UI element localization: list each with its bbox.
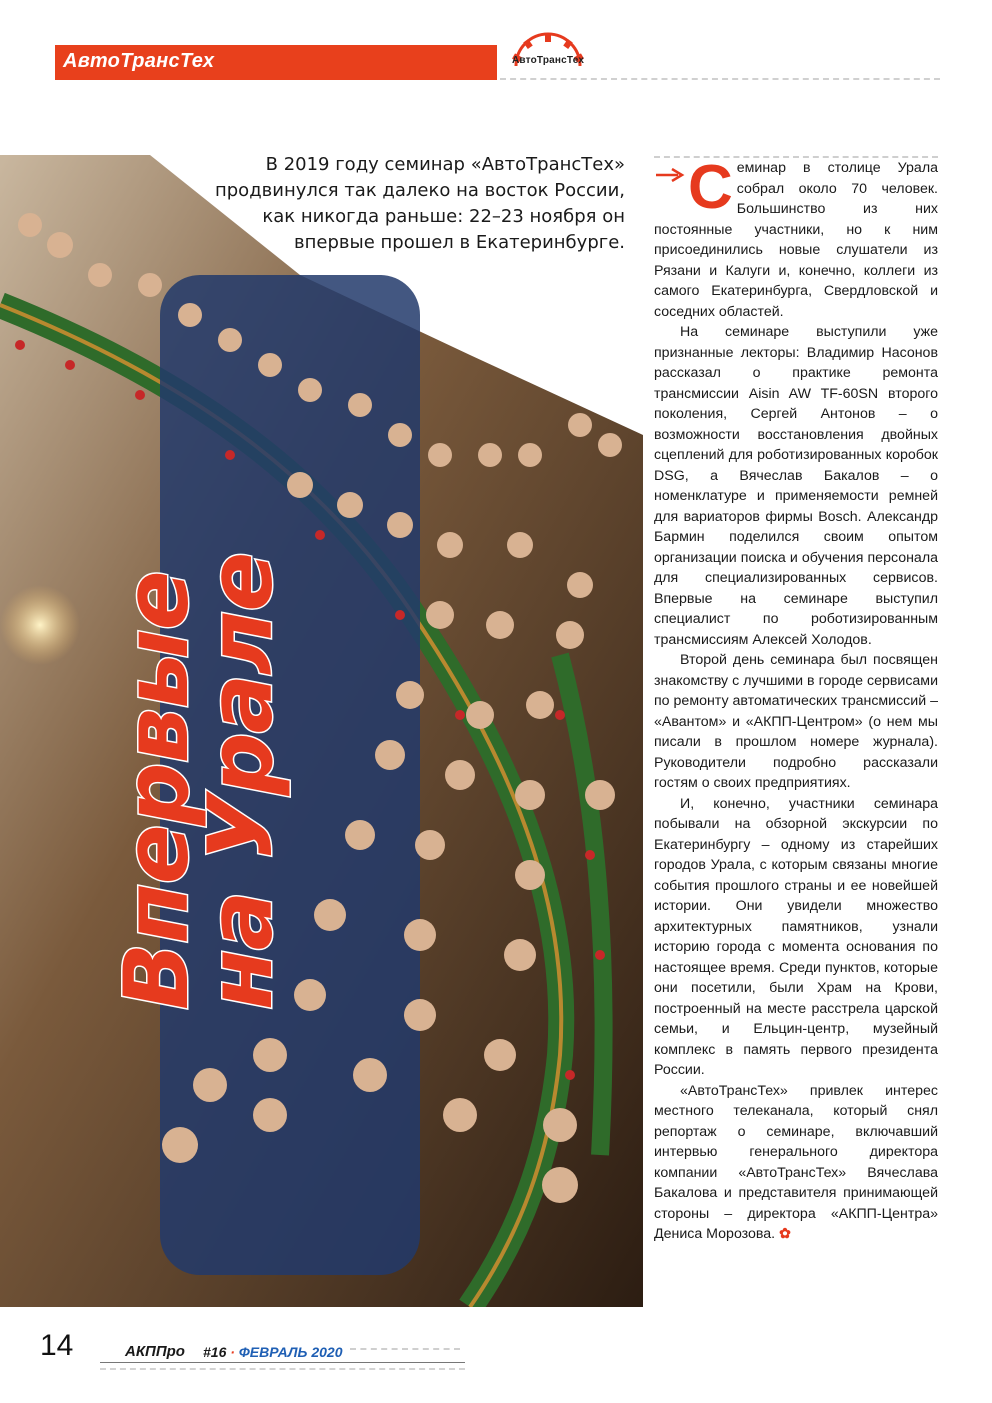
end-mark-icon: ✿ — [779, 1226, 791, 1242]
dropcap: С — [688, 153, 733, 222]
issue-number: #16 — [203, 1344, 227, 1360]
group-photo — [0, 155, 643, 1307]
paragraph-5-text: «АвтоТрансТех» привлек интерес местного телеканала, который снял репортаж о семинаре, включавший интервью генерального директора компании «АвтоТрансТех» Вячеслава Бакалова и представителя принимающей стороны – директора «АКПП-Центра» Дениса Морозова. — [654, 1082, 938, 1242]
headline-line-1: Впервые — [105, 571, 208, 1010]
footer-dashed-rule — [350, 1348, 460, 1350]
paragraph-1-text: еминар в столице Урала собрал около 70 человек. Большинство из них постоянные участники, но к ним присоединились новые слушатели из Рязани и Калуги и, конечно, коллеги из самого Екатеринбурга, Свердловской и соседних областей. — [654, 160, 938, 320]
gear-logo-icon — [500, 26, 596, 78]
magazine-brand: АКППро — [125, 1343, 185, 1360]
headline-line-2: на Урале — [189, 552, 292, 1010]
article-paragraph-3: Второй день семинара был посвящен знакомству с лучшими в городе сервисами по ремонту автоматических трансмиссий – «Авантом» и «АКПП-Центром» (о нем мы писали в прошлом номере журнала). Руководители подробно рассказали гостям о своих предприятиях. — [654, 652, 938, 791]
article-body — [654, 153, 938, 1245]
page-number: 14 — [40, 1329, 74, 1362]
section-title: АвтоТрансТех — [63, 50, 215, 72]
logo-text: АвтоТрансТех — [512, 55, 585, 66]
header-dashed-rule — [500, 78, 940, 80]
article-paragraph-4: И, конечно, участники семинара побывали на обзорной экскурсии по Екатеринбургу – одному из старейших городов Урала, с которым связаны многие события прошлого страны и ее новейшей истории. Они увидели множество архитектурных памятников, узнали историю города с момента основания по настоящее время. Среди пунктов, которые они посетили, были Храм на Крови, построенный на месте расстрела царской семьи, и Ельцин-центр, музейный комплекс в память первого президента России. — [654, 795, 938, 1078]
issue-date: ФЕВРАЛЬ 2020 — [238, 1344, 343, 1360]
article-paragraph-5 — [654, 1081, 938, 1245]
header-rule — [55, 78, 497, 80]
article-paragraph-1 — [654, 153, 938, 322]
headline — [105, 552, 292, 1010]
issue-separator: · — [230, 1344, 235, 1360]
footer-dashed-rule-lower — [100, 1368, 465, 1370]
lead-paragraph: В 2019 году семинар «АвтоТрансТех» продвинулся так далеко на восток России, как никогда раньше: 22–23 ноября он впервые прошел в Екатеринбурге. — [214, 154, 625, 253]
footer-rule — [100, 1362, 465, 1363]
article-paragraph-2: На семинаре выступили уже признанные лекторы: Владимир Насонов рассказал о практике ремонта трансмиссии Aisin AW TF-60SN второго поколения, Сергей Антонов – о возможности восстановления двойных сцеплений для роботизированных коробок DSG, а Вячеслав Бакалов – о номенклатуре и применяемости ремней для вариаторов фирмы Bosch. Александр Бармин поделился своим опытом организации поиска и обучения персонала для специализированных сервисов. Впервые на семинаре выступил специалист по роботизированным трансмиссиям Алексей Холодов. — [654, 324, 938, 648]
issue-info — [203, 1344, 343, 1360]
